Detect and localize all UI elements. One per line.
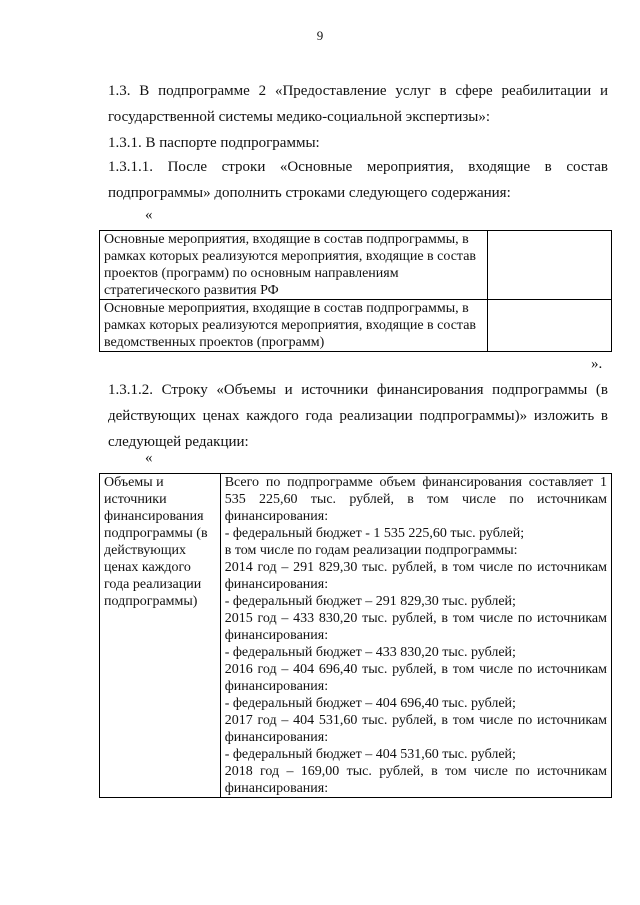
page-number: 9 <box>316 28 324 43</box>
paragraph-1-3-1-2: 1.3.1.2. Строку «Объемы и источники финансирования подпрограммы (в действующих ценах каждого года реализации подпрограммы)» изложить в следующей редакции: <box>108 382 608 450</box>
table-cell-value <box>487 300 611 352</box>
table-cell-value <box>487 231 611 300</box>
close-quote-1: ». <box>591 356 603 372</box>
financing-line: 2017 год – 404 531,60 тыс. рублей, в том числе по источникам финансирования: <box>224 713 607 745</box>
financing-line: - федеральный бюджет – 404 696,40 тыс. рублей; <box>224 696 516 711</box>
table-cell-label: Основные мероприятия, входящие в состав подпрограммы, в рамках которых реализуются мероприятия, входящие в состав ведомственных проектов (программ) <box>100 300 488 352</box>
table-row <box>100 300 612 352</box>
financing-line: в том числе по годам реализации подпрограммы: <box>224 543 518 558</box>
financing-line: 2016 год – 404 696,40 тыс. рублей, в том числе по источникам финансирования: <box>224 662 607 694</box>
financing-line: 2015 год – 433 830,20 тыс. рублей, в том числе по источникам финансирования: <box>224 611 607 643</box>
financing-line: 2018 год – 169,00 тыс. рублей, в том числе по источникам финансирования: <box>224 764 607 796</box>
financing-line: - федеральный бюджет – 433 830,20 тыс. рублей; <box>224 645 516 660</box>
paragraph-1-3-1-1: 1.3.1.1. После строки «Основные мероприятия, входящие в состав подпрограммы» дополнить строками следующего содержания: <box>108 159 608 201</box>
financing-label-cell: Объемы и источники финансирования подпрограммы (в действующих ценах каждого года реализации подпрограммы) <box>100 474 221 798</box>
table-cell-label: Основные мероприятия, входящие в состав подпрограммы, в рамках которых реализуются мероприятия, входящие в состав проектов (программ) по основным направлениям стратегического развития РФ <box>100 231 488 300</box>
paragraph-1-3-1: 1.3.1. В паспорте подпрограммы: <box>108 135 320 151</box>
paragraph-1-3: 1.3. В подпрограмме 2 «Предоставление услуг в сфере реабилитации и государственной системы медико-социальной экспертизы»: <box>108 83 608 125</box>
financing-line: - федеральный бюджет - 1 535 225,60 тыс. рублей; <box>224 526 525 541</box>
financing-text-cell <box>220 474 611 798</box>
open-quote-1: « <box>145 207 153 223</box>
financing-line: 2014 год – 291 829,30 тыс. рублей, в том числе по источникам финансирования: <box>224 560 607 592</box>
open-quote-2: « <box>145 450 153 466</box>
financing-line: Всего по подпрограмме объем финансирования составляет 1 535 225,60 тыс. рублей, в том числе по источникам финансирования: <box>224 475 607 524</box>
table-row <box>100 231 612 300</box>
passport-rows-table <box>99 230 612 352</box>
financing-table <box>99 473 612 798</box>
financing-line: - федеральный бюджет – 291 829,30 тыс. рублей; <box>224 594 516 609</box>
financing-line: - федеральный бюджет – 404 531,60 тыс. рублей; <box>224 747 516 762</box>
table-row <box>100 474 612 798</box>
